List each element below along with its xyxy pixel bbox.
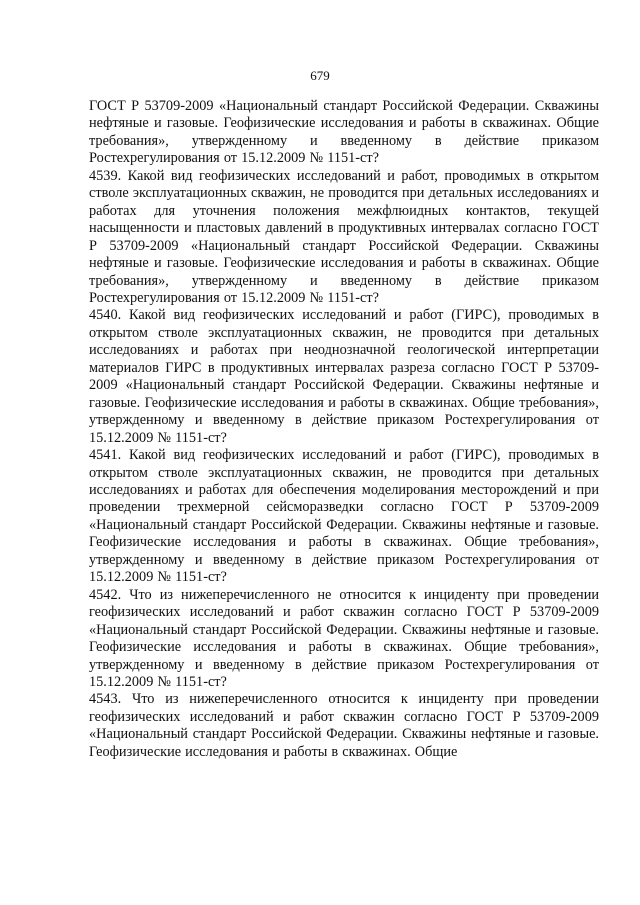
question-4542: 4542. Что из нижеперечисленного не относится к инциденту при проведении геофизических исследований и работ скважин согласно ГОСТ Р 53709-2009 «Национальный стандарт Российской Федерации. Скважины нефтяные и газовые. Геофизические исследования и работы в скважинах. Общие требования», утвержденному и введенному в действие приказом Ростехрегулирования от 15.12.2009 № 1151-ст? bbox=[89, 586, 599, 690]
page-number: 679 bbox=[310, 68, 330, 83]
question-4539: 4539. Какой вид геофизических исследований и работ, проводимых в открытом стволе эксплуатационных скважин, не проводится при детальных исследованиях и работах для уточнения положения межфлюидных контактов, текущей насыщенности и пластовых давлений в продуктивных интервалах согласно ГОСТ Р 53709-2009 «Национальный стандарт Российской Федерации. Скважины нефтяные и газовые. Геофизические исследования и работы в скважинах. Общие требования», утвержденному и введенному в действие приказом Ростехрегулирования от 15.12.2009 № 1151-ст? bbox=[89, 167, 599, 306]
question-4541: 4541. Какой вид геофизических исследований и работ (ГИРС), проводимых в открытом стволе эксплуатационных скважин, не проводится при детальных исследованиях и работах для обеспечения моделирования месторождений и при проведении трехмерной сейсморазведки согласно ГОСТ Р 53709-2009 «Национальный стандарт Российской Федерации. Скважины нефтяные и газовые. Геофизические исследования и работы в скважинах. Общие требования», утвержденному и введенному в действие приказом Ростехрегулирования от 15.12.2009 № 1151-ст? bbox=[89, 447, 599, 586]
question-4543: 4543. Что из нижеперечисленного относится к инциденту при проведении геофизических исследований и работ скважин согласно ГОСТ Р 53709-2009 «Национальный стандарт Российской Федерации. Скважины нефтяные и газовые. Геофизические исследования и работы в скважинах. Общие bbox=[89, 691, 599, 760]
page-content bbox=[89, 98, 599, 761]
question-4540: 4540. Какой вид геофизических исследований и работ (ГИРС), проводимых в открытом стволе эксплуатационных скважин, не проводится при детальных исследованиях и работах при неоднозначной геологической интерпретации материалов ГИРС в продуктивных интервалах разреза согласно ГОСТ Р 53709-2009 «Национальный стандарт Российской Федерации. Скважины нефтяные и газовые. Геофизические исследования и работы в скважинах. Общие требования», утвержденному и введенному в действие приказом Ростехрегулирования от 15.12.2009 № 1151-ст? bbox=[89, 307, 599, 446]
paragraph-gost-continuation: ГОСТ Р 53709-2009 «Национальный стандарт Российской Федерации. Скважины нефтяные и газовые. Геофизические исследования и работы в скважинах. Общие требования», утвержденному и введенному в действие приказом Ростехрегулирования от 15.12.2009 № 1151-ст? bbox=[89, 98, 599, 167]
